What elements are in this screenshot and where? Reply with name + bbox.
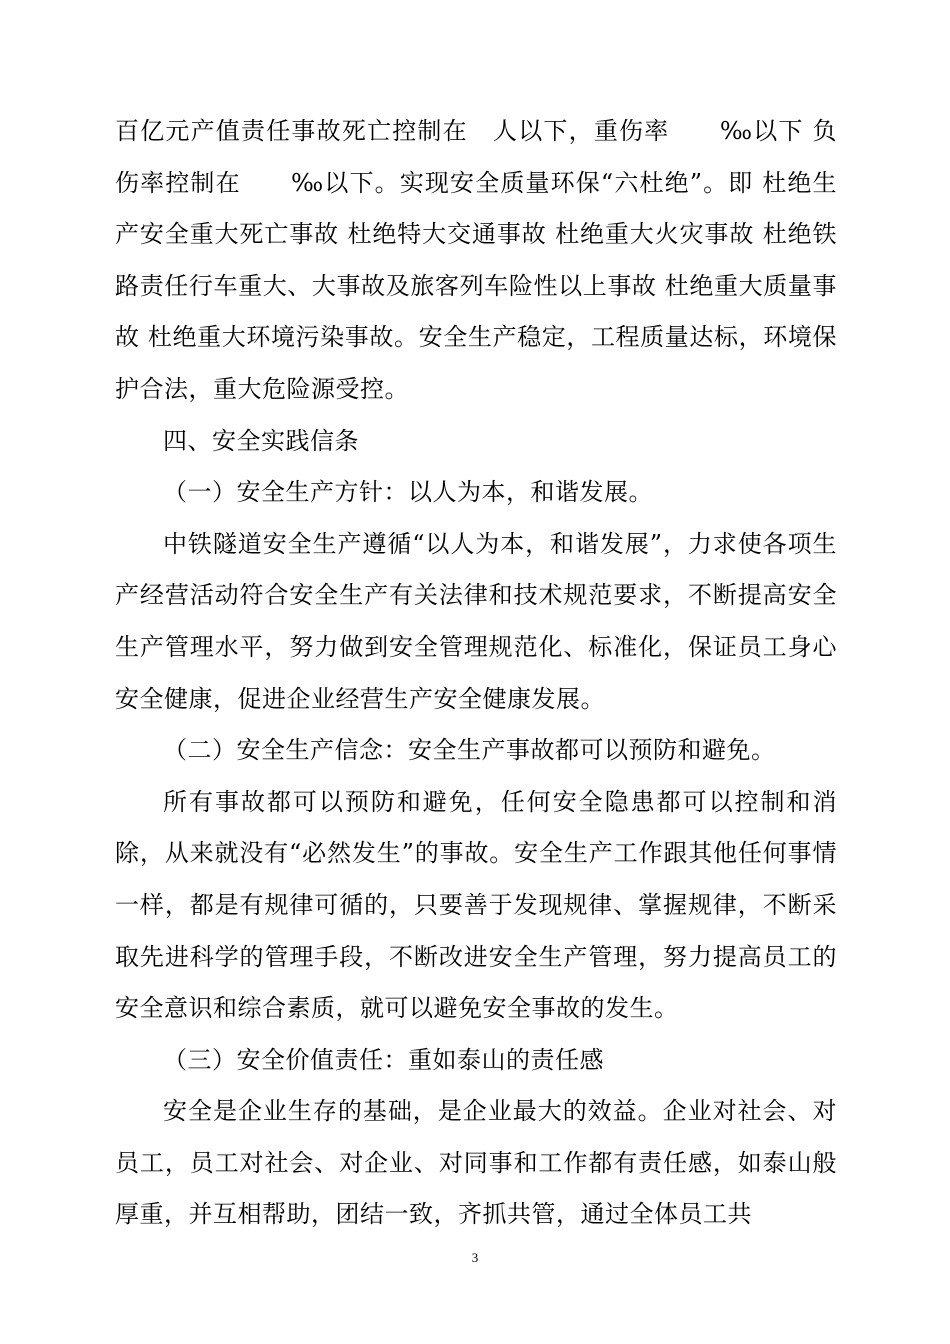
subheading-safety-responsibility: （三）安全价值责任：重如泰山的责任感 — [163, 1045, 604, 1074]
subheading-safety-belief: （二）安全生产信念：安全生产事故都可以预防和避免。 — [163, 736, 776, 765]
paragraph-safety-targets: 百亿元产值责任事故死亡控制在 人以下，重伤率 ‰以下 负伤率控制在 ‰以下。实现安全质量环保“六杜绝”。即 杜绝生产安全重大死亡事故 杜绝特大交通事故 杜绝重大火灾事故 杜绝铁路责任行车重大、大事故及旅客列车险性以上事故 杜绝重大质量事故 杜绝重大环境污染事故。安全生产稳定，工程质量达标，环境保护合法，重大危险源受控。 — [115, 117, 837, 403]
paragraph-safety-belief: 所有事故都可以预防和避免，任何安全隐患都可以控制和消除，从来就没有“必然发生”的事故。安全生产工作跟其他任何事情一样，都是有规律可循的，只要善于发现规律、掌握规律，不断采取先进科学的管理手段，不断改进安全生产管理，努力提高员工的安全意识和综合素质，就可以避免安全事故的发生。 — [115, 787, 837, 1023]
page-number: 3 — [471, 1250, 479, 1265]
section-heading-safety-creed: 四、安全实践信条 — [163, 426, 359, 455]
paragraph-safety-policy: 中铁隧道安全生产遵循“以人为本，和谐发展”，力求使各项生产经营活动符合安全生产有关法律和技术规范要求，不断提高安全生产管理水平，努力做到安全管理规范化、标准化，保证员工身心安全健康，促进企业经营生产安全健康发展。 — [115, 529, 837, 713]
body-text — [115, 106, 837, 1241]
paragraph-safety-responsibility: 安全是企业生存的基础，是企业最大的效益。企业对社会、对员工，员工对社会、对企业、对同事和工作都有责任感，如泰山般厚重，并互相帮助，团结一致，齐抓共管，通过全体员工共 — [115, 1097, 837, 1229]
subheading-safety-policy: （一）安全生产方针：以人为本，和谐发展。 — [163, 478, 653, 507]
